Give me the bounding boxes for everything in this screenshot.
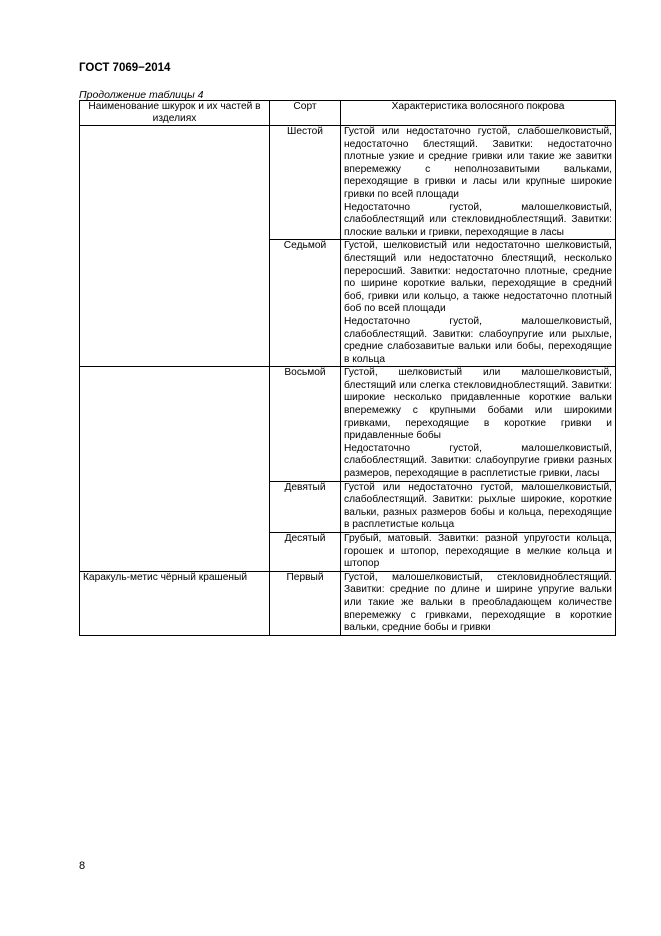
- grade-cell: Шестой: [270, 126, 341, 240]
- description-paragraph: Недостаточно густой, малошелковистый, слабоблестящий. Завитки: слабоупругие гривки разных размеров, переходящие в расплетистые гривки, ласы: [344, 442, 612, 480]
- table-row: [80, 126, 616, 240]
- description-paragraph: Недостаточно густой, малошелковистый, слабоблестящий. Завитки: слабоупругие или рыхлые, средние слабозавитые вальки или бобы, переходящие в кольца: [344, 315, 612, 365]
- table-row: [80, 367, 616, 481]
- description-paragraph: Грубый, матовый. Завитки: разной упругости кольца, горошек и штопор, переходящие в мелкие кольца и штопор: [344, 533, 612, 570]
- grades-table: [79, 100, 616, 636]
- standard-title: ГОСТ 7069−2014: [79, 62, 171, 74]
- column-header-grade: Сорт: [270, 101, 341, 126]
- column-header-description: Характеристика волосяного покрова: [341, 101, 616, 126]
- name-cell-empty: [80, 126, 270, 367]
- table-caption: Продолжение таблицы 4: [79, 89, 204, 101]
- description-cell: [341, 126, 616, 240]
- description-paragraph: Недостаточно густой, малошелковистый, слабоблестящий или стекловидноблестящий. Завитки: плоские вальки и гривки, переходящие в ласы: [344, 201, 612, 238]
- grade-cell: Десятый: [270, 533, 341, 572]
- column-header-name: Наименование шкурок и их частей в изделиях: [80, 101, 270, 126]
- description-cell: [341, 240, 616, 367]
- grade-cell: Восьмой: [270, 367, 341, 481]
- description-cell: [341, 533, 616, 572]
- grade-cell: Седьмой: [270, 240, 341, 367]
- description-paragraph: Густой, шелковистый или малошелковистый, блестящий или слегка стекловидноблестящий. Завитки: широкие несколько придавленные короткие вальки вперемежку с крупными бобами или широкими гривками, переходящие в короткие гривки и придавленные бобы: [344, 367, 612, 442]
- name-cell-empty: [80, 367, 270, 572]
- table-row: [80, 571, 616, 635]
- table-header-row: [80, 101, 616, 126]
- description-paragraph: Густой или недостаточно густой, малошелковистый, слабоблестящий. Завитки: рыхлые широкие, короткие вальки, разных размеров бобы и кольца, переходящие в расплетистые кольца: [344, 481, 612, 531]
- description-cell: [341, 481, 616, 532]
- name-cell: Каракуль-метис чёрный крашеный: [80, 571, 270, 635]
- grade-cell: Девятый: [270, 481, 341, 532]
- description-paragraph: Густой или недостаточно густой, слабошелковистый, недостаточно блестящий. Завитки: недостаточно плотные узкие и средние гривки или такие же завитки вперемежку с неполнозавитыми вальками, переходящие в гривки и ласы или крупные широкие гривки по всей площади: [344, 126, 612, 200]
- description-paragraph: Густой, шелковистый или недостаточно шелковистый, блестящий или недостаточно блестящий, несколько переросший. Завитки: недостаточно плотные, средние по ширине короткие вальки, переходящие в средний боб, гривки или кольцо, а также недостаточно плотный боб по всей площади: [344, 240, 612, 315]
- description-cell: [341, 571, 616, 635]
- grade-cell: Первый: [270, 571, 341, 635]
- description-cell: [341, 367, 616, 481]
- description-paragraph: Густой, малошелковистый, стекловидноблестящий. Завитки: средние по длине и ширине упругие вальки или такие же вальки в преобладающем количестве вперемежку с гривками, переходящие в короткие вальки, средние бобы и гривки: [344, 571, 612, 634]
- page-number: 8: [79, 860, 86, 872]
